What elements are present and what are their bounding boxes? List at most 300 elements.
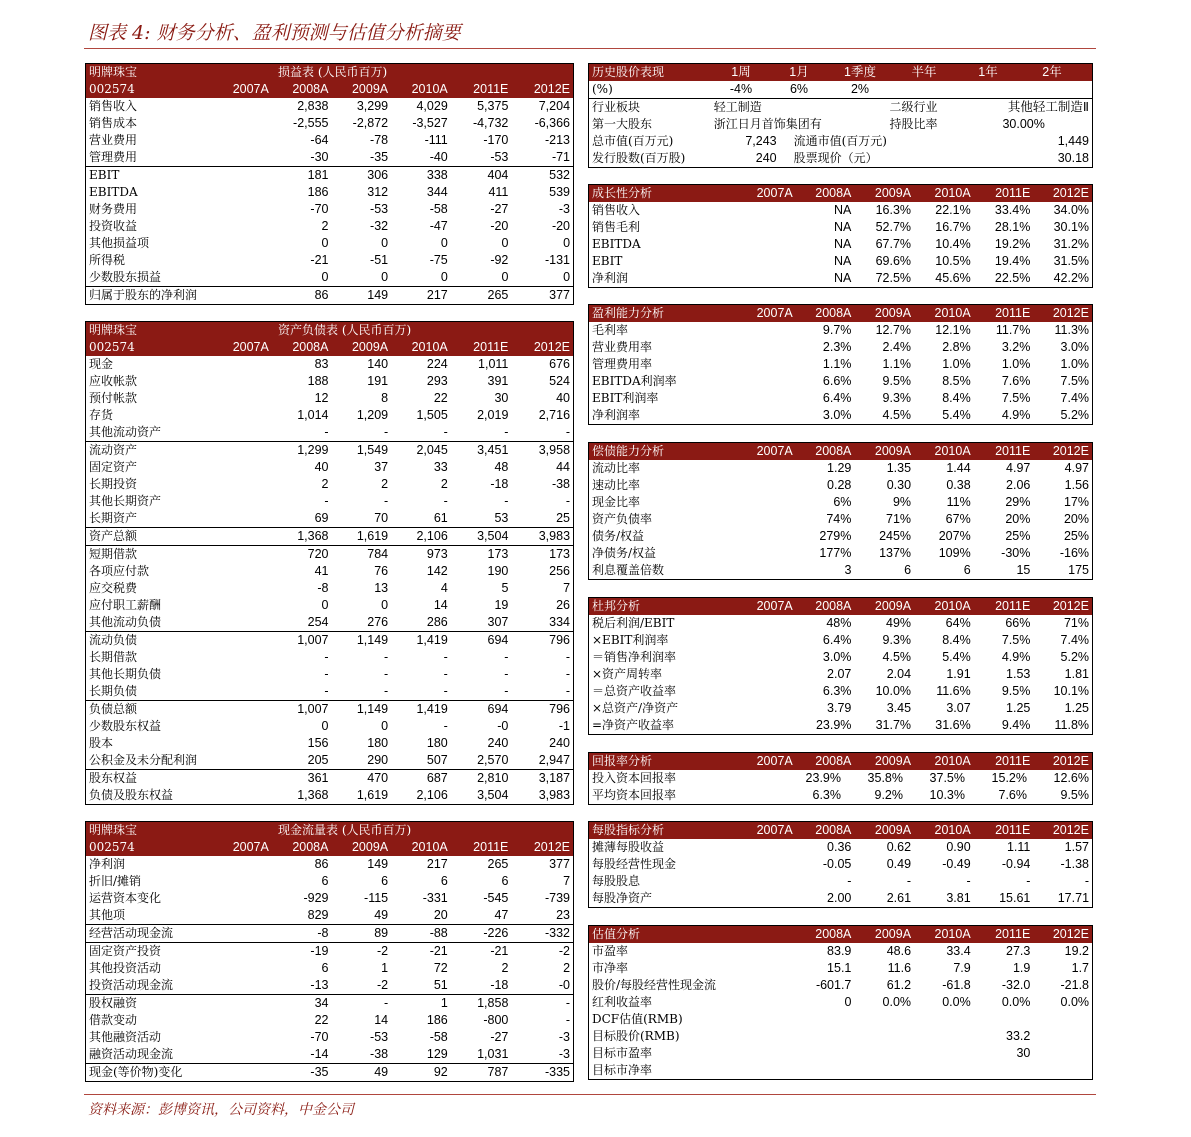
year-header: 2011E [473, 340, 509, 354]
row-label: 债务/权益 [592, 529, 645, 543]
cell-value: 16.7% [935, 220, 971, 234]
row-label: 净利润 [89, 857, 126, 871]
table-row [86, 132, 573, 149]
valuation-table [588, 925, 1093, 1080]
cell-value: 180 [367, 736, 389, 750]
cell-value: -545 [483, 891, 509, 905]
cell-value: - [847, 874, 852, 888]
table-row [589, 1011, 1092, 1028]
cell-value: 0 [321, 598, 329, 612]
cell-value: 5.2% [1060, 408, 1090, 422]
cell-value: 3.45 [886, 701, 912, 715]
cell-value: 0 [381, 598, 389, 612]
cell-value: -88 [429, 926, 448, 940]
table-row [86, 115, 573, 132]
cell-value: - [504, 684, 509, 698]
page-title: 图表 4: 财务分析、盈利预测与估值分析摘要 [88, 22, 461, 44]
cell-value: 2.00 [827, 891, 852, 905]
cell-value: NA [834, 220, 852, 234]
cell-value: 26 [556, 598, 571, 612]
cell-value: 0 [563, 236, 571, 250]
table-row [589, 528, 1092, 545]
row-label: 净利润 [592, 271, 629, 285]
statement-title: 损益表 (人民币百万) [278, 65, 388, 79]
cell-value: -3 [558, 202, 571, 216]
table-row [589, 494, 1092, 511]
cell-value [854, 1028, 914, 1045]
cell-value: - [504, 494, 509, 508]
row-label: 管理费用率 [592, 357, 653, 371]
row-label: 总市值(百万元) [592, 134, 674, 148]
row-label: 经营活动现金流 [89, 926, 174, 940]
cell-value: 224 [426, 357, 448, 371]
cell-value: 28.1% [994, 220, 1031, 234]
year-header: 2012E [1052, 754, 1089, 768]
cell-value: 3,187 [538, 771, 571, 785]
cell-value: 10.1% [1053, 684, 1090, 698]
year-header: 2012E [1052, 927, 1089, 941]
table-row [86, 890, 573, 907]
table-row [589, 511, 1092, 528]
cell-value [213, 1046, 272, 1063]
cell-value: 29% [1005, 495, 1031, 509]
cell-value: 7.5% [1001, 391, 1031, 405]
table-row [86, 752, 573, 770]
cell-value: -226 [483, 926, 509, 940]
cell-value: 92 [433, 1065, 448, 1079]
table-row [86, 201, 573, 218]
header-row [589, 185, 1092, 202]
cell-value: 0 [440, 236, 448, 250]
cell-value [213, 925, 272, 942]
table-row [86, 925, 573, 943]
cell-value: 175 [1068, 563, 1090, 577]
cell-value: 1.1% [822, 357, 852, 371]
cell-value: - [383, 684, 389, 698]
cell-value: -30 [310, 150, 329, 164]
table-row [589, 270, 1092, 287]
row-label: 营业费用率 [592, 340, 653, 354]
table-row [86, 442, 573, 459]
year-header: 2011E [995, 754, 1031, 768]
table-row [589, 839, 1092, 856]
cell-value: -13 [310, 978, 329, 992]
year-header: 2010A [934, 599, 971, 613]
row-label: 运营资本变化 [89, 891, 162, 905]
footer-divider [84, 1094, 1096, 1095]
cell-value: 34 [314, 996, 329, 1010]
cell-value: 5.4% [942, 650, 971, 664]
cell-value: 40 [314, 460, 329, 474]
cell-value: 7,243 [745, 134, 777, 148]
header-row [86, 822, 573, 839]
cell-value [213, 1012, 272, 1029]
cell-value: 0 [381, 270, 389, 284]
cell-value: 40 [556, 391, 571, 405]
cell-value: -21 [310, 253, 329, 267]
cell-value: NA [834, 254, 852, 268]
cell-value: 23.9% [805, 771, 841, 785]
year-header: 2010A [411, 840, 448, 854]
cell-value: 0 [501, 236, 509, 250]
row-label: 利息覆盖倍数 [592, 563, 665, 577]
cell-value: 66% [1005, 616, 1031, 630]
cell-value: 129 [426, 1047, 448, 1061]
table-row [86, 493, 573, 510]
row-label: 少数股东损益 [89, 270, 162, 284]
cell-value: NA [834, 203, 852, 217]
cell-value [213, 442, 272, 459]
year-header: 2008A [815, 186, 852, 200]
cell-value: 2,570 [477, 753, 509, 767]
row-label: EBITDA [592, 237, 641, 251]
table-row [589, 994, 1092, 1011]
cell-value: 6 [381, 874, 389, 888]
cell-value: 30.18 [1057, 151, 1089, 165]
cell-value: 2 [321, 477, 329, 491]
cell-value [213, 614, 272, 631]
cell-value: 1,149 [356, 633, 389, 647]
cell-value: 14 [374, 1013, 389, 1027]
cell-value: 1.1% [882, 357, 912, 371]
cell-value: 20% [1063, 512, 1090, 526]
row-label: 存货 [89, 408, 114, 422]
cell-value: 1.35 [886, 461, 912, 475]
cell-value: 7.4% [1060, 391, 1090, 405]
cell-value: 2 [501, 961, 509, 975]
table-row [86, 356, 573, 373]
cell-value: 240 [755, 151, 777, 165]
cell-value: 44 [556, 460, 571, 474]
cell-value: -30% [1001, 546, 1031, 560]
table-row [589, 683, 1092, 700]
table-row [589, 477, 1092, 494]
cell-value: 1.25 [1064, 701, 1090, 715]
cell-value: -4,732 [472, 116, 509, 130]
cell-value: -1.38 [1060, 857, 1090, 871]
header-row [86, 322, 573, 339]
cell-value: 49% [886, 616, 912, 630]
cell-value: 35.8% [867, 771, 903, 785]
cell-value: 3,504 [477, 529, 509, 543]
cell-value: 4.5% [882, 650, 912, 664]
cell-value: 11.8% [1054, 718, 1090, 732]
row-label: 预付帐款 [89, 391, 138, 405]
header-row [589, 822, 1092, 839]
cell-value: - [1084, 874, 1090, 888]
year-header: 2007A [232, 82, 269, 96]
header-row [589, 926, 1092, 943]
cell-value: 6% [789, 82, 809, 96]
table-row [86, 269, 573, 287]
table-row [589, 787, 1092, 804]
row-label: EBIT利润率 [592, 391, 659, 405]
cell-value: -58 [429, 202, 448, 216]
cell-value: 312 [367, 185, 389, 199]
cell-value: 1,014 [297, 408, 329, 422]
row-label: 资产负债率 [592, 512, 653, 526]
table-row [86, 252, 573, 269]
cell-value: 1.53 [1006, 667, 1031, 681]
cell-value: 3.0% [822, 650, 852, 664]
cell-value: -53 [370, 1030, 389, 1044]
cell-value: 1.9 [1012, 961, 1031, 975]
cell-value: -14 [310, 1047, 329, 1061]
row-label: 目标股价(RMB) [592, 1029, 680, 1043]
header-row [589, 443, 1092, 460]
table-row [589, 632, 1092, 649]
table-row [86, 563, 573, 580]
cell-value: 1,505 [416, 408, 448, 422]
cell-value: -3,527 [412, 116, 448, 130]
cell-value: 3.07 [946, 701, 971, 715]
cell-value: 10.0% [875, 684, 912, 698]
cell-value [956, 81, 1020, 98]
growth-analysis-table [588, 184, 1093, 288]
row-label: 管理费用 [89, 150, 138, 164]
table-row [86, 873, 573, 890]
cell-value: 1,031 [477, 1047, 509, 1061]
cell-value: 1,619 [356, 529, 389, 543]
cell-value: 6.3% [812, 788, 841, 802]
cell-value: -0.49 [942, 857, 971, 871]
cell-value: 15.2% [991, 771, 1027, 785]
table-row [589, 615, 1092, 632]
cell-value [213, 528, 272, 545]
cell-value: 0.0% [1001, 995, 1031, 1009]
cell-value: 2,838 [297, 99, 329, 113]
table-row [86, 184, 573, 201]
table-row [589, 856, 1092, 873]
cell-value: 1,368 [297, 788, 329, 802]
table-row [589, 1045, 1092, 1062]
cell-value: 404 [487, 168, 509, 182]
table-row [86, 701, 573, 718]
cell-value: 23 [556, 908, 571, 922]
table-row [589, 873, 1092, 890]
cell-value: - [1026, 874, 1031, 888]
row-label: 股票现价（元） [793, 151, 878, 165]
row-label: 流动负债 [89, 633, 138, 647]
cell-value: 25% [1063, 529, 1090, 543]
cell-value [796, 1028, 855, 1045]
year-header: 2010A [411, 340, 448, 354]
cell-value: 20 [433, 908, 448, 922]
cell-value: 33 [433, 460, 448, 474]
table-row [86, 666, 573, 683]
cell-value: 71% [1063, 616, 1090, 630]
cell-value: - [565, 494, 571, 508]
section-title: 盈利能力分析 [592, 306, 665, 320]
row-label: 红利收益率 [592, 995, 653, 1009]
header-row [589, 64, 1092, 81]
table-row [86, 459, 573, 476]
cell-value: 188 [307, 374, 329, 388]
cell-value: 0.62 [886, 840, 912, 854]
cell-value: 9.2% [874, 788, 903, 802]
cell-value: 12.7% [875, 323, 912, 337]
cell-value: 694 [487, 702, 509, 716]
year-header: 2011E [995, 444, 1031, 458]
cell-value: 1.91 [946, 667, 971, 681]
cell-value: 11.6% [936, 684, 971, 698]
cell-value: 720 [307, 547, 329, 561]
table-row [86, 235, 573, 252]
year-header: 2010A [934, 186, 971, 200]
cell-value: 7 [563, 874, 571, 888]
cell-value: - [383, 494, 389, 508]
cell-value: 5.2% [1060, 650, 1090, 664]
table-row [589, 236, 1092, 253]
row-label: 现金比率 [592, 495, 641, 509]
cell-value [213, 252, 272, 269]
row-label: 应交税费 [89, 581, 138, 595]
cell-value: 7.5% [1060, 374, 1090, 388]
year-header: 2008A [815, 823, 852, 837]
cell-value: 3.79 [827, 701, 852, 715]
cell-value: -58 [429, 1030, 448, 1044]
cell-value: - [565, 684, 571, 698]
row-label: 固定资产 [89, 460, 138, 474]
cell-value [213, 873, 272, 890]
table-row [86, 649, 573, 666]
table-row [589, 339, 1092, 356]
cell-value: - [443, 425, 448, 439]
section-title: 估值分析 [592, 927, 641, 941]
table-row [86, 528, 573, 546]
year-header: 2008A [815, 306, 852, 320]
table-row [86, 287, 573, 304]
cell-value: 1.7 [1071, 961, 1090, 975]
cell-value: - [504, 667, 509, 681]
table-row [589, 977, 1092, 994]
cell-value: -38 [551, 477, 571, 491]
cell-value [213, 149, 272, 166]
year-header: 2009A [351, 840, 389, 854]
cell-value: - [565, 425, 571, 439]
cell-value: -3 [558, 1030, 571, 1044]
cell-value: 19.2 [1064, 944, 1090, 958]
cell-value: 72 [433, 961, 448, 975]
cell-value [213, 856, 272, 873]
cell-value: 9.4% [1001, 718, 1031, 732]
cell-value: 0 [321, 270, 329, 284]
cell-value: 22 [433, 391, 448, 405]
year-header: 2010A [934, 306, 971, 320]
cell-value: 9.3% [882, 391, 912, 405]
table-row [86, 907, 573, 925]
cell-value [796, 1062, 855, 1079]
cell-value: 254 [307, 615, 329, 629]
row-label: ＝销售净利润率 [592, 650, 677, 664]
row-label: 折旧/摊销 [89, 874, 142, 888]
row-label: 二级行业 [889, 100, 938, 114]
cell-value [914, 1028, 974, 1045]
row-label: 摊薄每股收益 [592, 840, 665, 854]
row-label: 负债及股东权益 [89, 788, 174, 802]
table-row [589, 373, 1092, 390]
row-label: 投资活动现金流 [89, 978, 174, 992]
cell-value: -32.0 [1001, 978, 1031, 992]
row-label: 少数股东权益 [89, 719, 162, 733]
row-label: ×EBIT利润率 [592, 633, 669, 647]
cell-value: 5 [501, 581, 509, 595]
cell-value: 796 [549, 702, 571, 716]
cell-value: 10.5% [935, 254, 971, 268]
cell-value: 76 [374, 564, 389, 578]
cell-value [213, 287, 272, 304]
cell-value [213, 218, 272, 235]
cell-value: -115 [364, 891, 389, 905]
cell-value [213, 167, 272, 184]
period-header: 1年 [978, 65, 998, 79]
cell-value: 33.4% [994, 203, 1031, 217]
cell-value: 290 [367, 753, 389, 767]
cell-value: 51 [433, 978, 448, 992]
cell-value [213, 510, 272, 527]
cell-value [796, 1011, 855, 1028]
row-label: 税后利润/EBIT [592, 616, 675, 630]
cell-value [213, 683, 272, 700]
cell-value: 11.7% [995, 323, 1031, 337]
cell-value: 71% [886, 512, 912, 526]
cell-value: 3,504 [477, 788, 509, 802]
cell-value: 31.2% [1053, 237, 1090, 251]
year-header: 2007A [756, 754, 793, 768]
cell-value: -8 [317, 581, 329, 595]
row-label: 长期资产 [89, 511, 138, 525]
cell-value: -40 [429, 150, 448, 164]
period-header: 半年 [911, 65, 937, 79]
year-header: 2012E [1052, 444, 1089, 458]
cell-value: 0.0% [942, 995, 971, 1009]
cell-value: -800 [483, 1013, 509, 1027]
cell-value: 142 [426, 564, 448, 578]
cell-value: 8 [381, 391, 389, 405]
cell-value: -78 [370, 133, 389, 147]
cell-value: 784 [367, 547, 389, 561]
row-label: 其他项 [89, 908, 126, 922]
header-row [86, 64, 573, 81]
cell-value: 109% [938, 546, 971, 560]
cell-value: -111 [424, 133, 448, 147]
cell-value: 1.11 [1006, 840, 1031, 854]
cell-value: -75 [429, 253, 448, 267]
cell-value: 1.44 [946, 461, 971, 475]
cell-value: 0 [321, 719, 329, 733]
cell-value: - [565, 667, 571, 681]
cell-value: 140 [367, 357, 389, 371]
cell-value: 25% [1005, 529, 1031, 543]
year-header: 2012E [533, 840, 571, 854]
stock-code: 002574 [89, 82, 135, 96]
cell-value: 344 [426, 185, 448, 199]
cell-value: -21.8 [1060, 978, 1090, 992]
row-label: (%) [592, 82, 613, 96]
table-row [589, 99, 1092, 116]
cell-value: -213 [544, 133, 571, 147]
cell-value: 377 [549, 857, 571, 871]
cell-value [1033, 1045, 1092, 1062]
cell-value: 33.2 [1006, 1029, 1031, 1043]
cell-value: -51 [370, 253, 389, 267]
cell-value: 787 [487, 1065, 509, 1079]
cell-value: 1.25 [1006, 701, 1031, 715]
table-row [589, 717, 1092, 734]
cell-value: 0 [381, 236, 389, 250]
table-row [589, 460, 1092, 477]
cell-value: -2,872 [352, 116, 389, 130]
